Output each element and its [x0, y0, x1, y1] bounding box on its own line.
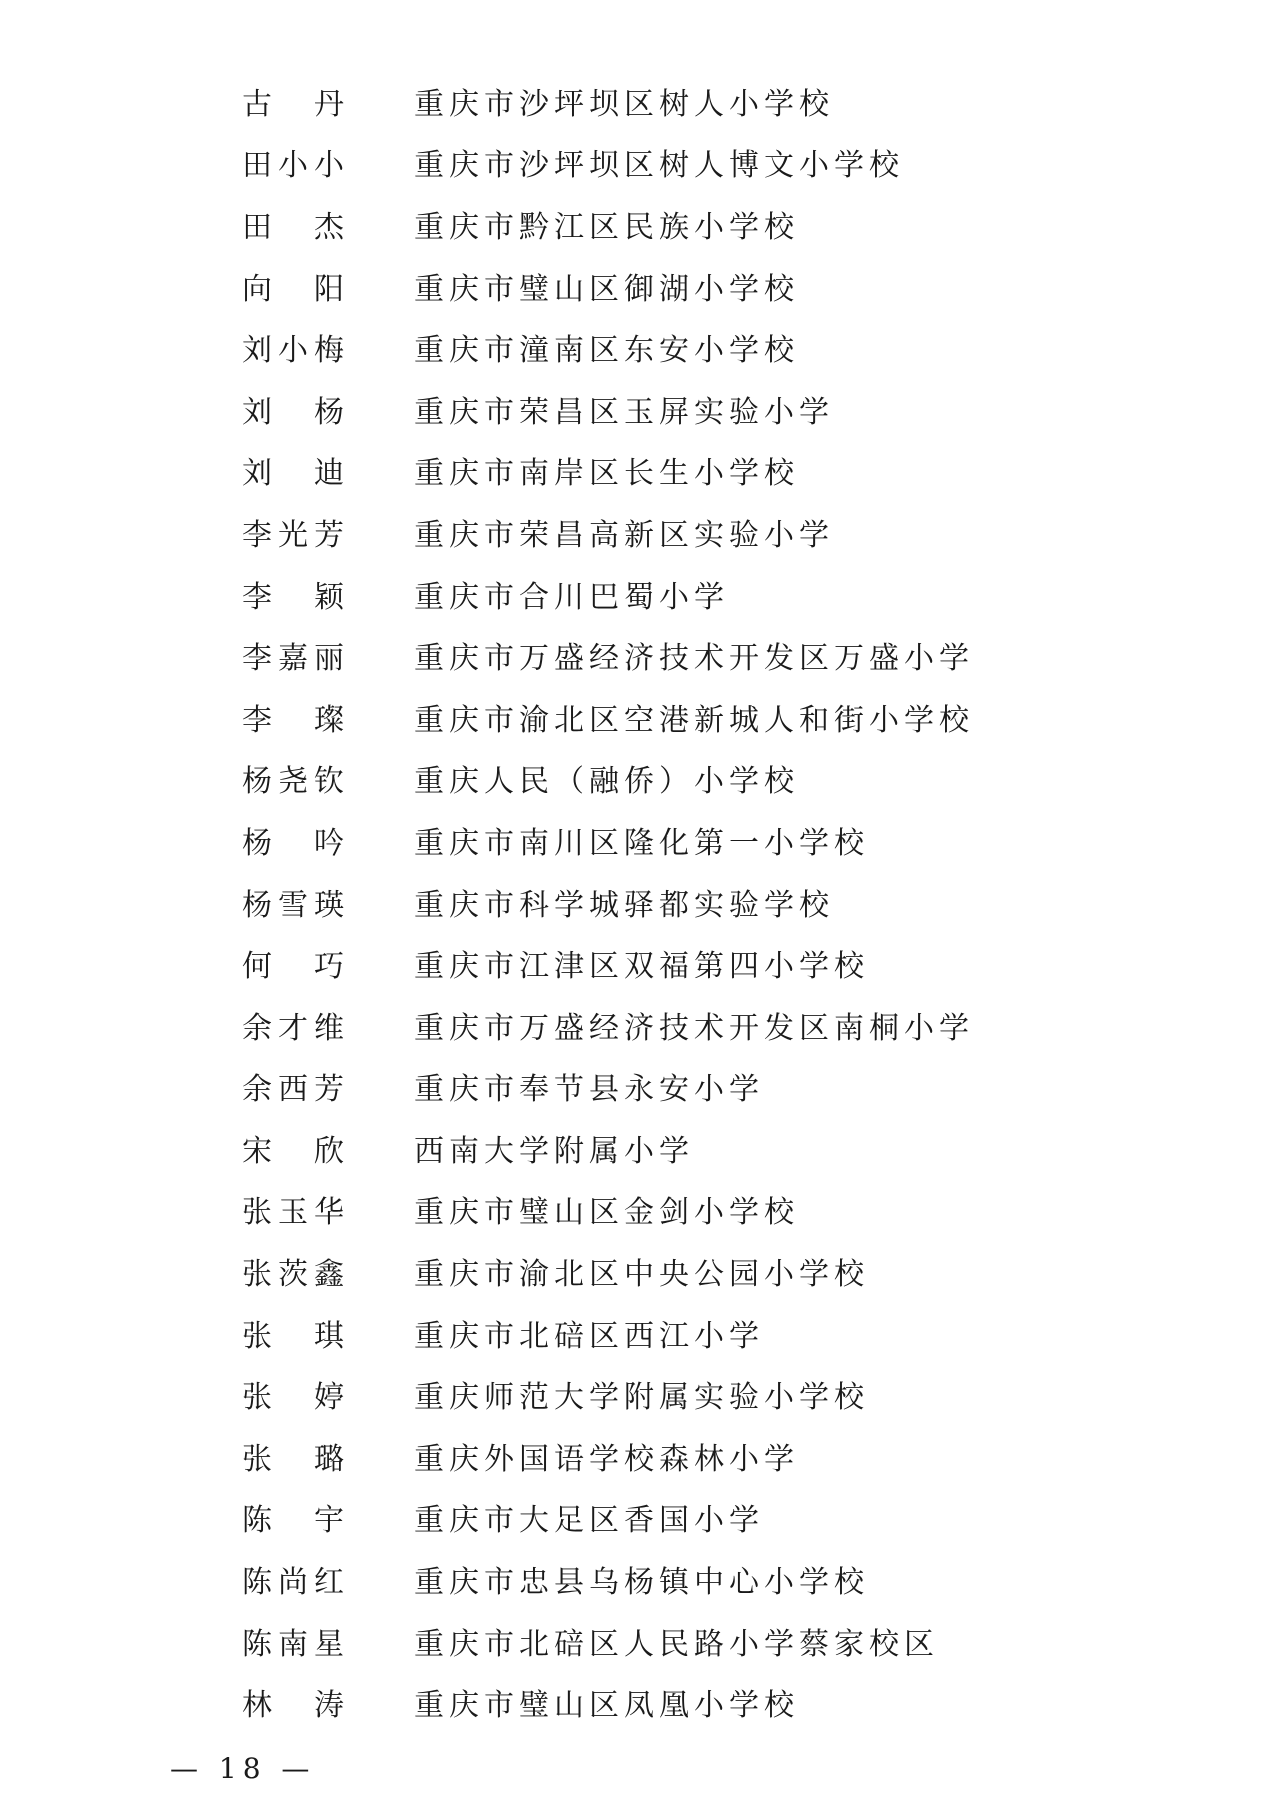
person-name: 杨 吟	[242, 825, 344, 861]
person-name: 李 璨	[242, 702, 344, 738]
roster-row	[242, 871, 1042, 933]
roster-row	[242, 1056, 1042, 1118]
school-name: 重庆市大足区香国小学	[414, 1503, 764, 1539]
school-name: 重庆市沙坪坝区树人博文小学校	[414, 148, 904, 184]
person-name: 刘 杨	[242, 394, 344, 430]
roster-row	[242, 809, 1042, 871]
roster-row	[242, 1487, 1042, 1549]
school-name: 重庆市南岸区长生小学校	[414, 456, 799, 492]
person-name: 李 嘉 丽	[242, 641, 344, 677]
school-name: 重庆市璧山区御湖小学校	[414, 271, 799, 307]
person-name: 杨 雪 瑛	[242, 887, 344, 923]
school-name: 重庆市荣昌高新区实验小学	[414, 517, 834, 553]
roster-row	[242, 378, 1042, 440]
roster-row	[242, 501, 1042, 563]
person-name: 何 巧	[242, 949, 344, 985]
school-name: 重庆市忠县乌杨镇中心小学校	[414, 1565, 869, 1601]
person-name: 刘 小 梅	[242, 333, 344, 369]
school-name: 重庆市江津区双福第四小学校	[414, 949, 869, 985]
roster-row	[242, 1363, 1042, 1425]
person-name: 余 才 维	[242, 1010, 344, 1046]
school-name: 重庆市荣昌区玉屏实验小学	[414, 394, 834, 430]
person-name: 张 茨 鑫	[242, 1257, 344, 1293]
person-name: 宋 欣	[242, 1133, 344, 1169]
roster-row	[242, 932, 1042, 994]
school-name: 重庆市南川区隆化第一小学校	[414, 825, 869, 861]
person-name: 林 涛	[242, 1688, 344, 1724]
page-number: — 18 —	[170, 1752, 316, 1785]
school-name: 重庆市北碚区西江小学	[414, 1318, 764, 1354]
school-name: 重庆师范大学附属实验小学校	[414, 1380, 869, 1416]
school-name: 重庆市潼南区东安小学校	[414, 333, 799, 369]
roster-row	[242, 1425, 1042, 1487]
school-name: 重庆市奉节县永安小学	[414, 1072, 764, 1108]
person-name: 古 丹	[242, 86, 344, 122]
roster-row	[242, 132, 1042, 194]
roster-row	[242, 70, 1042, 132]
school-name: 西南大学附属小学	[414, 1133, 694, 1169]
person-name: 李 光 芳	[242, 517, 344, 553]
person-name: 张 璐	[242, 1441, 344, 1477]
school-name: 重庆外国语学校森林小学	[414, 1441, 799, 1477]
school-name: 重庆市渝北区中央公园小学校	[414, 1257, 869, 1293]
school-name: 重庆市北碚区人民路小学蔡家校区	[414, 1626, 939, 1662]
person-name: 陈 尚 红	[242, 1565, 344, 1601]
school-name: 重庆市万盛经济技术开发区万盛小学	[414, 641, 974, 677]
person-name: 李 颖	[242, 579, 344, 615]
person-name: 陈 南 星	[242, 1626, 344, 1662]
person-name: 余 西 芳	[242, 1072, 344, 1108]
school-name: 重庆市合川巴蜀小学	[414, 579, 729, 615]
person-name: 张 琪	[242, 1318, 344, 1354]
person-name: 张 玉 华	[242, 1195, 344, 1231]
roster-row	[242, 316, 1042, 378]
roster-row	[242, 1548, 1042, 1610]
person-name: 向 阳	[242, 271, 344, 307]
roster-row	[242, 686, 1042, 748]
school-name: 重庆市渝北区空港新城人和街小学校	[414, 702, 974, 738]
person-name: 张 婷	[242, 1380, 344, 1416]
school-name: 重庆市科学城驿都实验学校	[414, 887, 834, 923]
school-name: 重庆市璧山区金剑小学校	[414, 1195, 799, 1231]
person-name: 田 小 小	[242, 148, 344, 184]
school-name: 重庆市璧山区凤凰小学校	[414, 1688, 799, 1724]
roster-row	[242, 1240, 1042, 1302]
school-name: 重庆市沙坪坝区树人小学校	[414, 86, 834, 122]
roster-row	[242, 1610, 1042, 1672]
school-name: 重庆市万盛经济技术开发区南桐小学	[414, 1010, 974, 1046]
person-name: 刘 迪	[242, 456, 344, 492]
person-name: 陈 宇	[242, 1503, 344, 1539]
roster-list	[242, 70, 1042, 1733]
school-name: 重庆市黔江区民族小学校	[414, 209, 799, 245]
roster-row	[242, 1117, 1042, 1179]
roster-row	[242, 624, 1042, 686]
roster-row	[242, 563, 1042, 625]
person-name: 杨 尧 钦	[242, 764, 344, 800]
person-name: 田 杰	[242, 209, 344, 245]
roster-row	[242, 440, 1042, 502]
roster-row	[242, 255, 1042, 317]
roster-row	[242, 193, 1042, 255]
roster-row	[242, 994, 1042, 1056]
roster-row	[242, 1179, 1042, 1241]
school-name: 重庆人民（融侨）小学校	[414, 764, 799, 800]
roster-row	[242, 748, 1042, 810]
roster-row	[242, 1302, 1042, 1364]
roster-row	[242, 1671, 1042, 1733]
